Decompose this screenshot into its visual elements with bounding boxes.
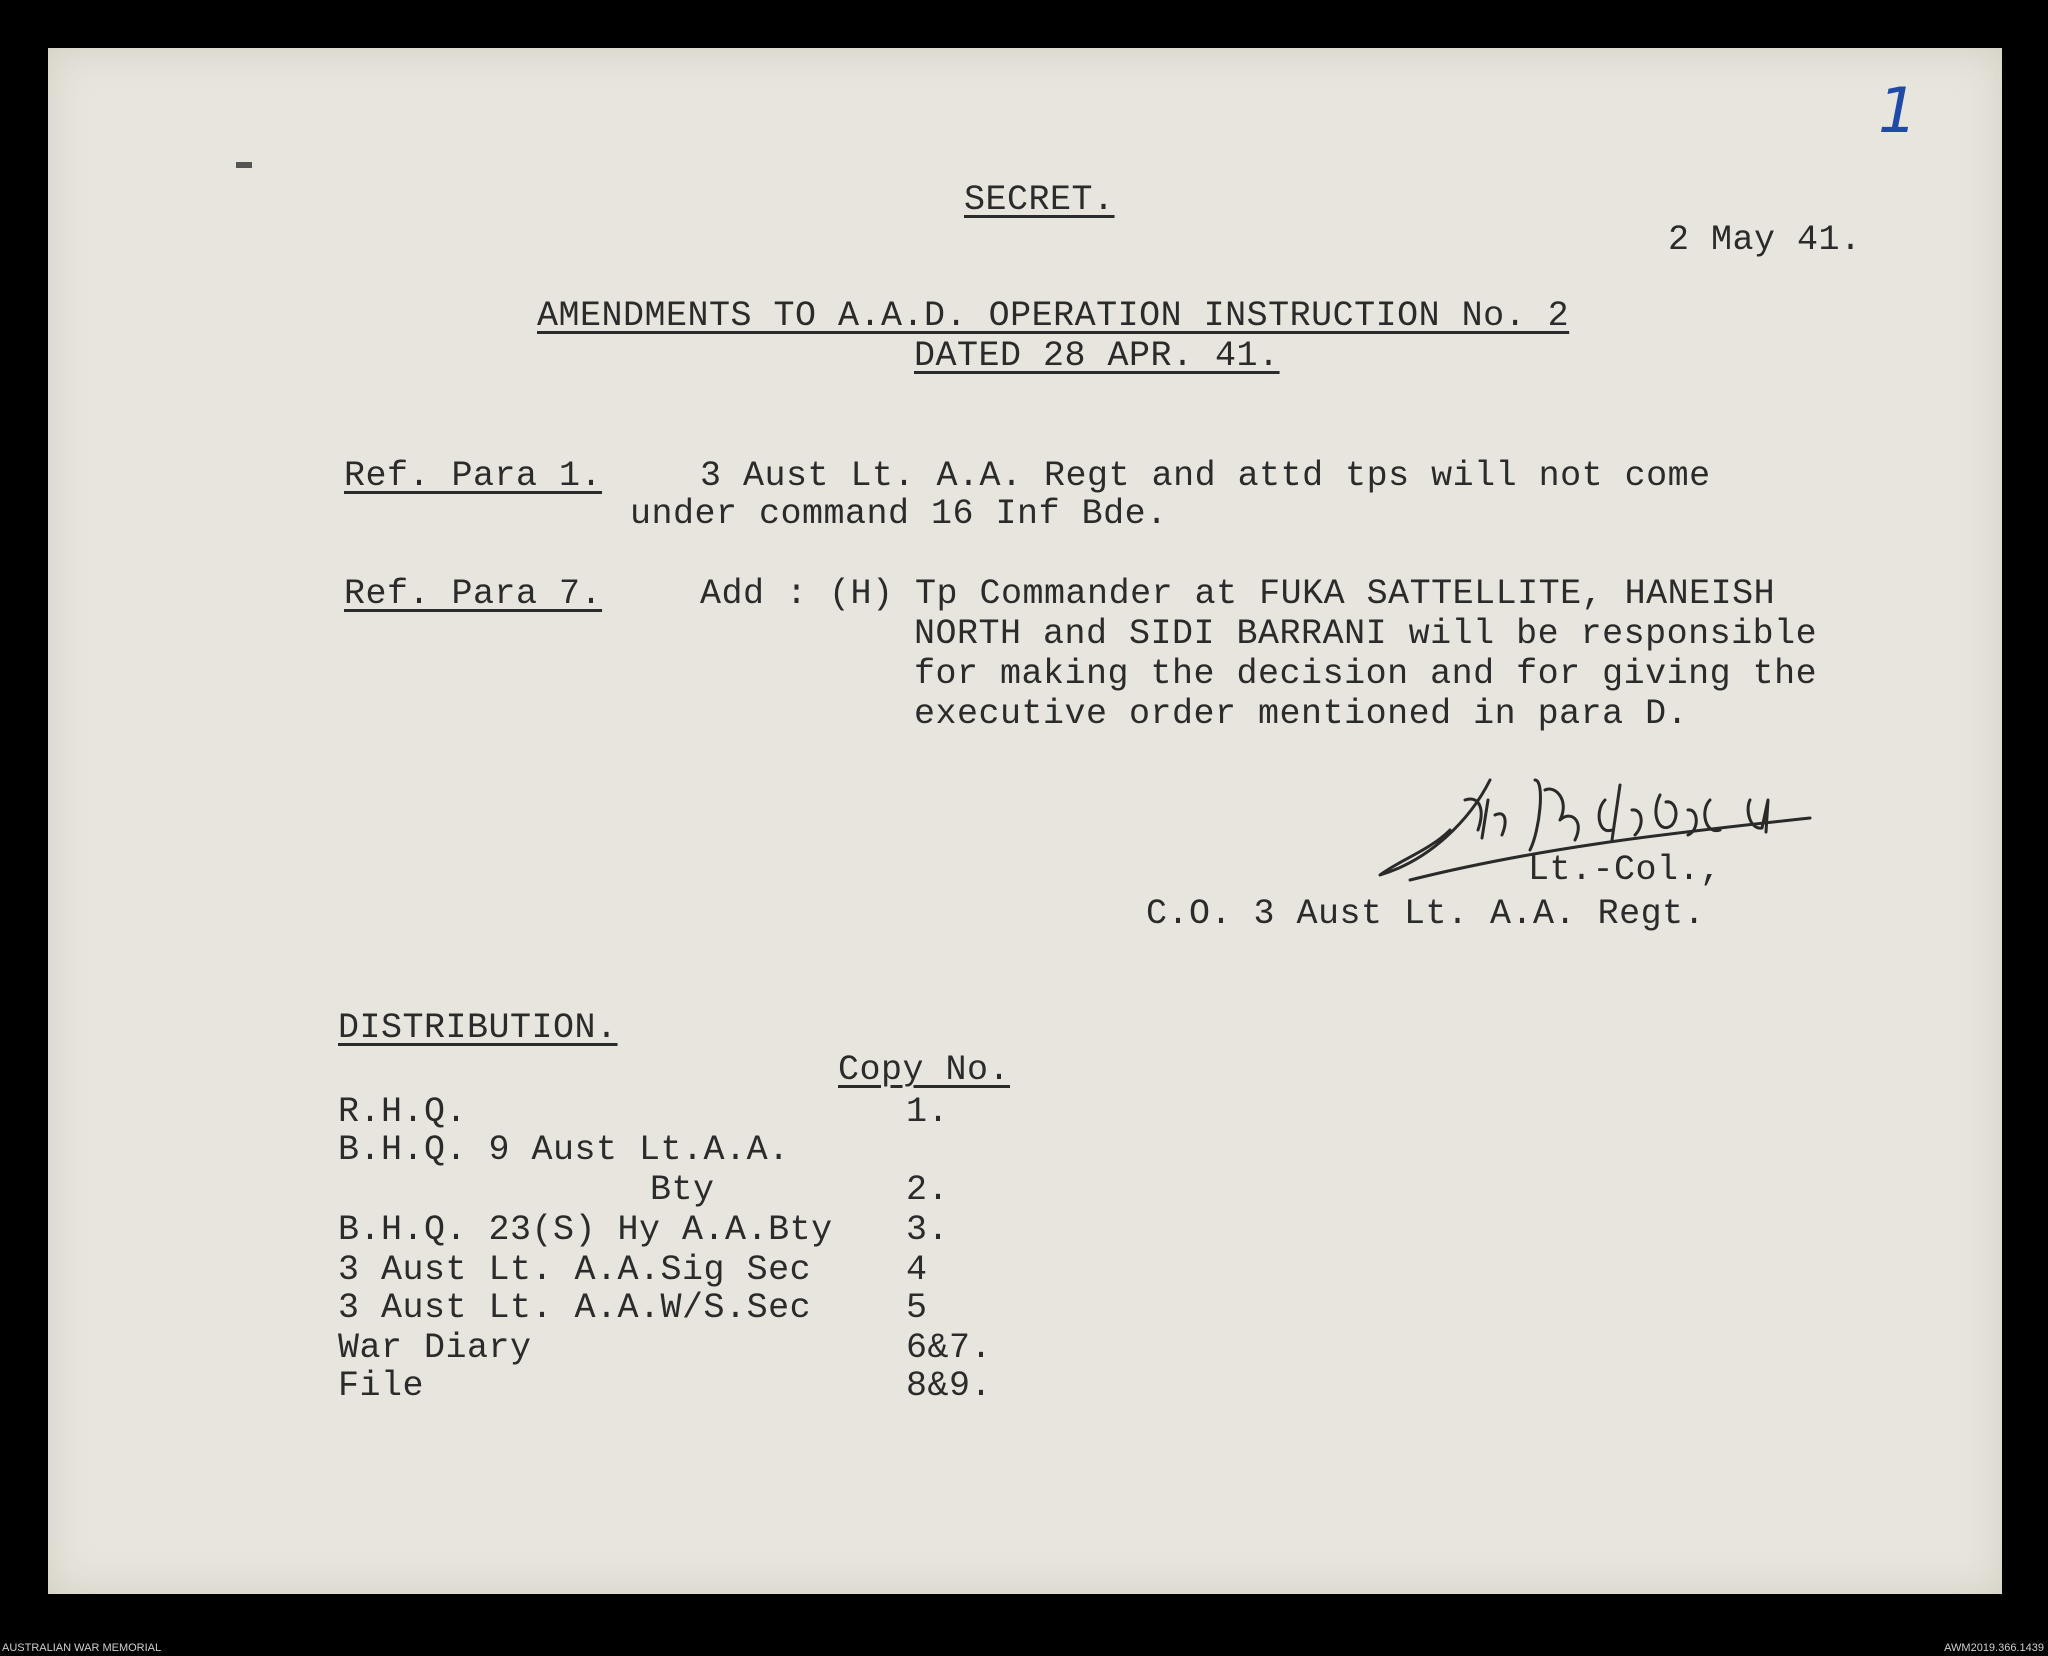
classification-heading: SECRET. — [964, 180, 1115, 220]
reference-para-7-label: Ref. Para 7. — [344, 574, 603, 614]
distribution-copy-number: 1. — [906, 1092, 950, 1132]
paper-mark-icon — [236, 160, 256, 172]
reference-para-1-text-line-1: 3 Aust Lt. A.A. Regt and attd tps will not come — [700, 456, 1711, 496]
distribution-copy-number: 4 — [906, 1250, 928, 1290]
distribution-recipient: R.H.Q. — [338, 1092, 468, 1132]
document-title-line-2: DATED 28 APR. 41. — [914, 336, 1280, 376]
distribution-recipient: B.H.Q. 23(S) Hy A.A.Bty — [338, 1210, 833, 1250]
distribution-heading: DISTRIBUTION. — [338, 1008, 618, 1048]
distribution-recipient: B.H.Q. 9 Aust Lt.A.A. — [338, 1130, 790, 1170]
folio-number: 1 — [1878, 74, 1918, 147]
distribution-recipient: File — [338, 1366, 425, 1406]
document-date: 2 May 41. — [1668, 220, 1862, 260]
signature-title: C.O. 3 Aust Lt. A.A. Regt. — [1146, 894, 1706, 934]
reference-para-1-label: Ref. Para 1. — [344, 456, 603, 496]
distribution-copy-number: 3. — [906, 1210, 950, 1250]
reference-para-1-text-line-2: under command 16 Inf Bde. — [630, 494, 1168, 534]
reference-para-7-text-line-2: NORTH and SIDI BARRANI will be responsible — [914, 614, 1818, 654]
distribution-recipient: 3 Aust Lt. A.A.W/S.Sec — [338, 1288, 812, 1328]
reference-para-7-text-line-4: executive order mentioned in para D. — [914, 694, 1689, 734]
distribution-copy-number: 8&9. — [906, 1366, 993, 1406]
footer-institution: AUSTRALIAN WAR MEMORIAL — [2, 1642, 162, 1654]
signature-rank: Lt.-Col., — [1528, 850, 1722, 890]
distribution-recipient: War Diary — [338, 1328, 532, 1368]
distribution-copy-number: 5 — [906, 1288, 928, 1328]
reference-para-7-text-line-1: Add : (H) Tp Commander at FUKA SATTELLITE, HANEISH — [700, 574, 1776, 614]
footer-accession-number: AWM2019.366.1439 — [1944, 1642, 2044, 1654]
document-title-line-1: AMENDMENTS TO A.A.D. OPERATION INSTRUCTION No. 2 — [537, 296, 1570, 336]
distribution-recipient: 3 Aust Lt. A.A.Sig Sec — [338, 1250, 812, 1290]
distribution-copy-number: 6&7. — [906, 1328, 993, 1368]
copy-number-heading: Copy No. — [838, 1050, 1011, 1090]
reference-para-7-text-line-3: for making the decision and for giving the — [914, 654, 1818, 694]
distribution-recipient-continued: Bty — [650, 1170, 715, 1210]
distribution-copy-number: 2. — [906, 1170, 950, 1210]
